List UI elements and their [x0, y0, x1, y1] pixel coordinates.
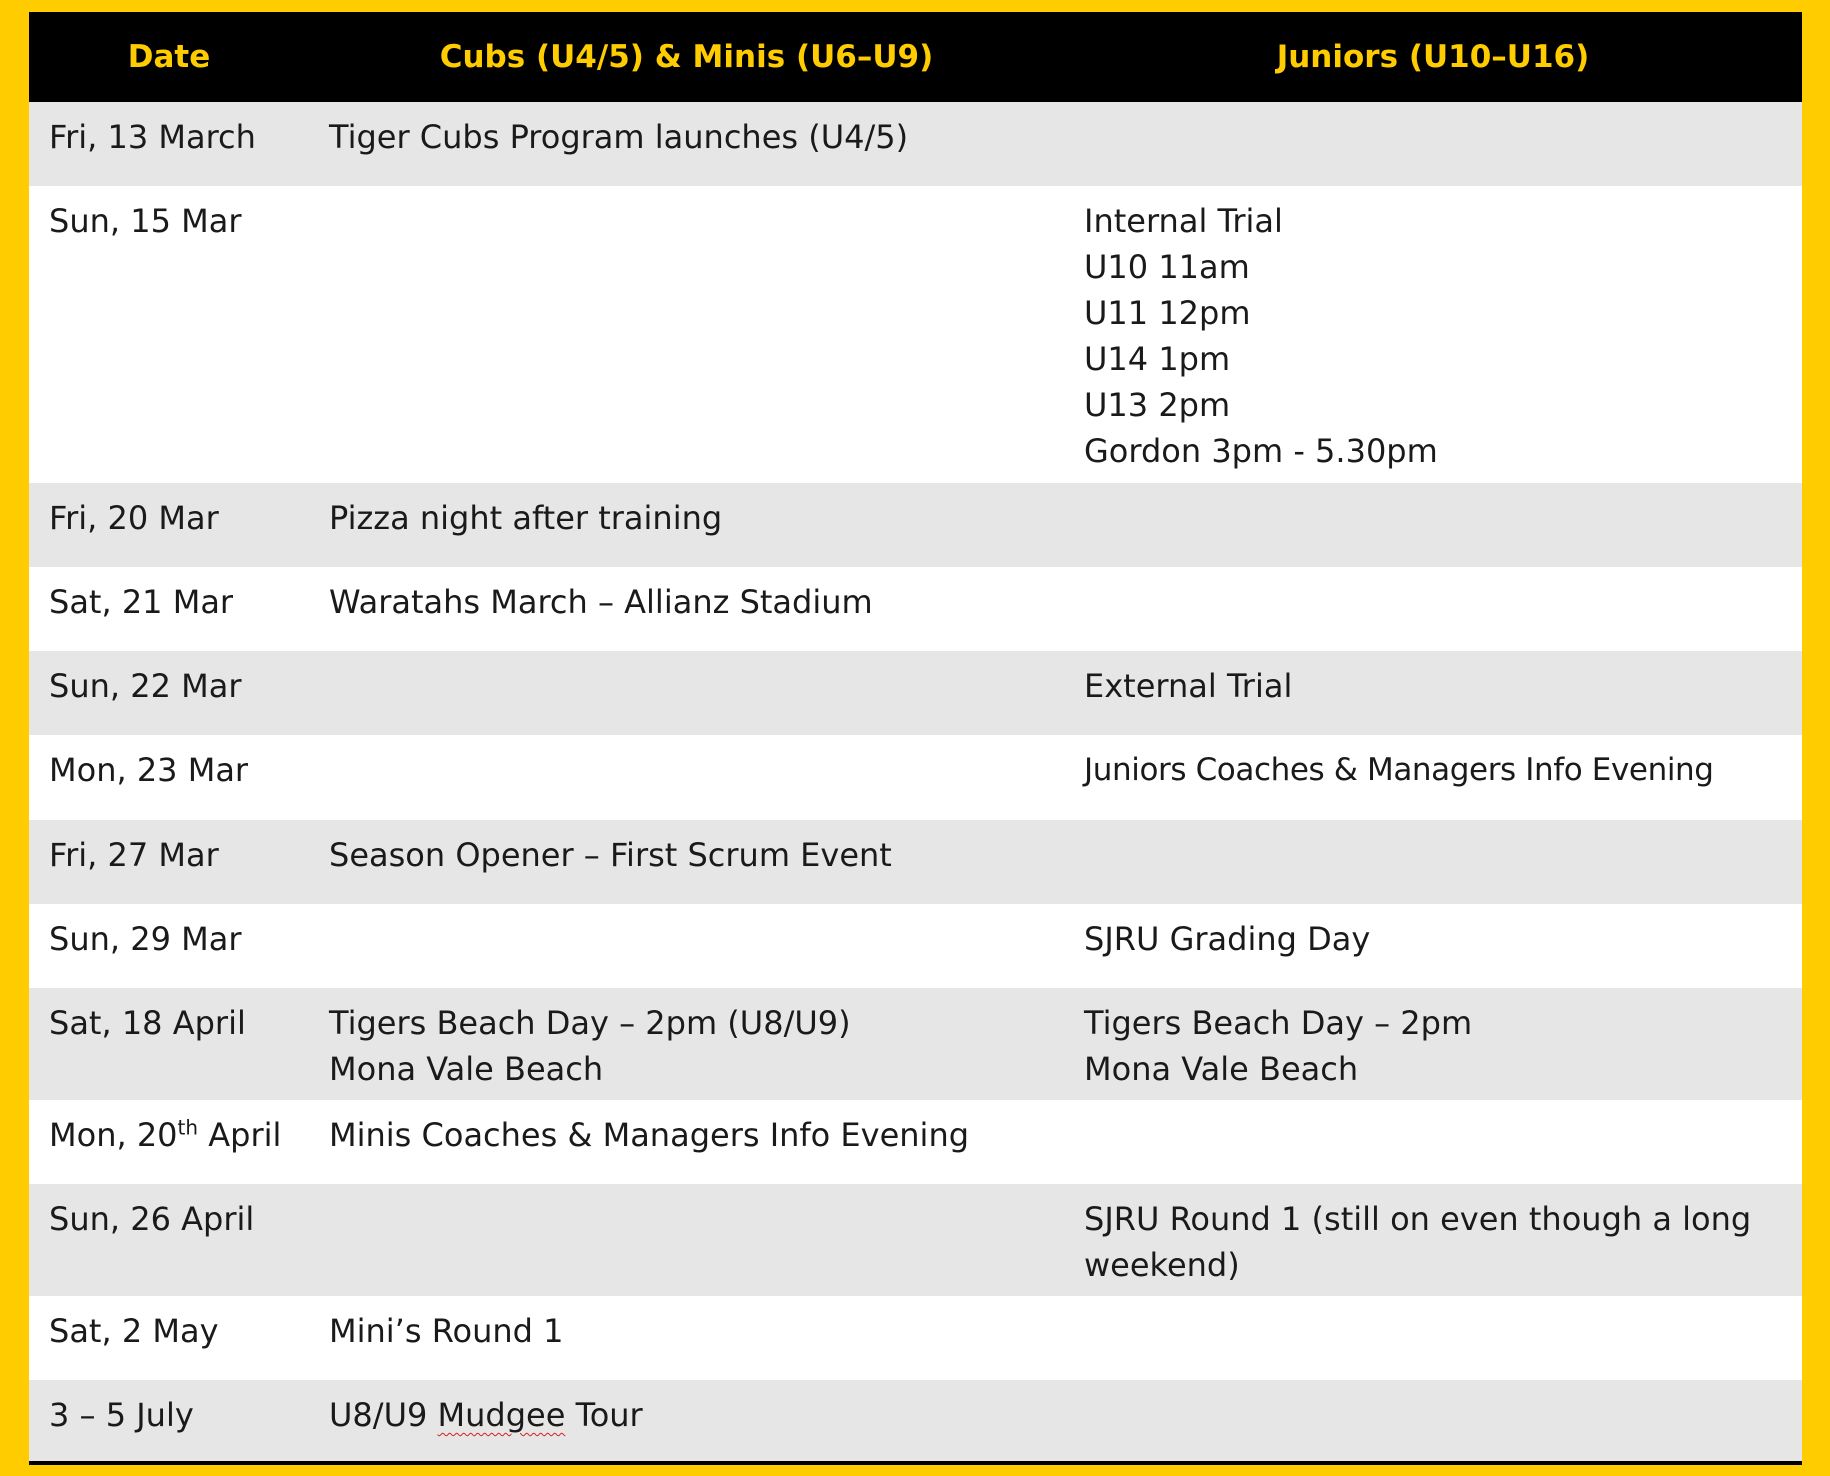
juniors-cell: SJRU Grading Day — [1084, 920, 1371, 958]
table-row — [29, 820, 1802, 904]
ordinal-suffix: th — [177, 1115, 199, 1140]
table-row — [29, 567, 1802, 651]
table-row — [29, 483, 1802, 567]
table-row — [29, 904, 1802, 988]
table-row — [29, 651, 1802, 735]
juniors-cell: Tigers Beach Day – 2pm Mona Vale Beach — [1084, 1004, 1473, 1088]
date-cell: Fri, 27 Mar — [49, 836, 219, 874]
date-cell: 3 – 5 July — [49, 1396, 194, 1434]
table-row — [29, 1296, 1802, 1380]
minis-cell: Tiger Cubs Program launches (U4/5) — [329, 118, 909, 156]
date-cell: Sun, 22 Mar — [49, 667, 242, 705]
date-cell: Sat, 2 May — [49, 1312, 219, 1350]
juniors-cell — [1064, 1100, 1802, 1184]
spellcheck-flagged-word: Mudgee — [437, 1396, 566, 1434]
juniors-column-header: Juniors (U10–U16) — [1276, 39, 1590, 75]
juniors-cell — [1064, 820, 1802, 904]
table-row — [29, 1184, 1802, 1296]
table-row — [29, 1100, 1802, 1184]
juniors-cell: SJRU Round 1 (still on even though a long weekend) — [1084, 1200, 1752, 1284]
table-row — [29, 102, 1802, 186]
date-cell: Fri, 13 March — [49, 118, 256, 156]
schedule-table — [29, 12, 1802, 1465]
date-cell: Sat, 21 Mar — [49, 583, 234, 621]
minis-cell — [309, 735, 1064, 820]
juniors-cell: Internal Trial U10 11am U11 12pm U14 1pm U13 2pm Gordon 3pm - 5.30pm — [1084, 202, 1438, 470]
table-row — [29, 186, 1802, 483]
minis-cell: Pizza night after training — [329, 499, 723, 537]
date-cell: Fri, 20 Mar — [49, 499, 219, 537]
minis-cell: Tigers Beach Day – 2pm (U8/U9) Mona Vale Beach — [329, 1004, 851, 1088]
minis-cell — [309, 651, 1064, 735]
minis-column-header: Cubs (U4/5) & Minis (U6–U9) — [439, 39, 934, 75]
minis-cell: Minis Coaches & Managers Info Evening — [329, 1116, 970, 1154]
juniors-cell — [1064, 102, 1802, 186]
juniors-cell — [1064, 567, 1802, 651]
minis-cell — [309, 904, 1064, 988]
cell-text: U8/U9 — [329, 1396, 438, 1434]
juniors-cell — [1064, 483, 1802, 567]
date-cell: Sat, 18 April — [49, 1004, 246, 1042]
minis-cell: Season Opener – First Scrum Event — [329, 836, 892, 874]
date-text: Mon, 20 — [49, 1116, 178, 1154]
header-row — [29, 12, 1802, 102]
minis-cell — [309, 186, 1064, 483]
date-cell: Mon, 23 Mar — [49, 751, 249, 789]
juniors-cell — [1064, 1380, 1802, 1463]
cell-text: Tour — [565, 1396, 643, 1434]
schedule-frame — [29, 12, 1802, 1465]
juniors-cell: External Trial — [1084, 667, 1293, 705]
minis-cell — [309, 1380, 1064, 1463]
date-column-header: Date — [127, 39, 211, 75]
minis-cell: Mini’s Round 1 — [329, 1312, 564, 1350]
date-cell: Sun, 15 Mar — [49, 202, 242, 240]
table-row — [29, 988, 1802, 1100]
minis-cell — [309, 1184, 1064, 1296]
juniors-cell: Juniors Coaches & Managers Info Evening — [1084, 752, 1714, 788]
table-row — [29, 735, 1802, 820]
date-cell: Sun, 26 April — [49, 1200, 255, 1238]
minis-cell: Waratahs March – Allianz Stadium — [329, 583, 873, 621]
date-cell — [29, 1100, 309, 1184]
date-cell: Sun, 29 Mar — [49, 920, 242, 958]
juniors-cell — [1064, 1296, 1802, 1380]
date-text: April — [198, 1116, 282, 1154]
table-row — [29, 1380, 1802, 1463]
